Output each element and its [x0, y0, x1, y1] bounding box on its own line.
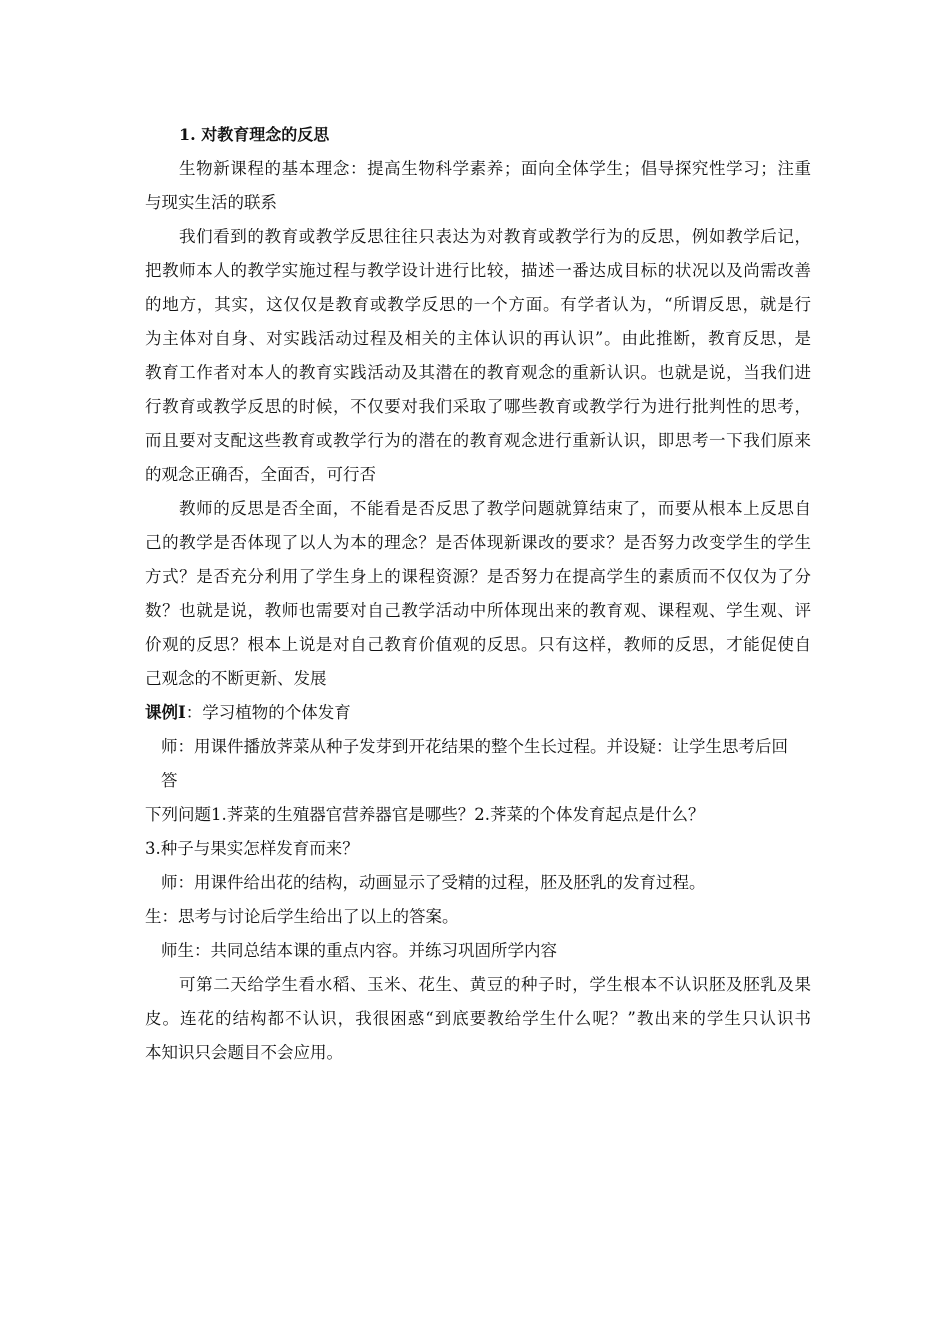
- case-label: 课例Ⅰ: [145, 703, 186, 722]
- paragraph-line: 与现实生活的联系: [145, 193, 277, 212]
- question-line: 下列问题1.荠菜的生殖器官营养器官是哪些？2.荠菜的个体发育起点是什么？: [145, 805, 705, 824]
- paragraph-line: 的观念正确否，全面否，可行否: [145, 465, 376, 484]
- paragraph-line: 数？也就是说，教师也需要对自己教学活动中所体现出来的教育观、课程观、学生观、评: [145, 601, 811, 620]
- document-page: [145, 118, 811, 1070]
- paragraph-line: 生物新课程的基本理念：提高生物科学素养；面向全体学生；倡导探究性学习；注重: [179, 159, 811, 178]
- paragraph-line: 可第二天给学生看水稻、玉米、花生、黄豆的种子时，学生根本不认识胚及胚乳及果: [179, 975, 811, 994]
- dialogue-line: 师：用课件给出花的结构，动画显示了受精的过程，胚及胚乳的发育过程。: [161, 873, 706, 892]
- paragraph-line: 为主体对自身、对实践活动过程及相关的主体认识的再认识”。由此推断，教育反思，是: [145, 329, 811, 348]
- paragraph-line: 的地方，其实，这仅仅是教育或教学反思的一个方面。有学者认为，“所谓反思，就是行: [145, 295, 811, 314]
- paragraph-line: 价观的反思？根本上说是对自己教育价值观的反思。只有这样，教师的反思，才能促使自: [145, 635, 811, 654]
- paragraph-line: 而且要对支配这些教育或教学行为的潜在的教育观念进行重新认识，即思考一下我们原来: [145, 431, 811, 450]
- dialogue-line: 生：思考与讨论后学生给出了以上的答案。: [145, 907, 459, 926]
- question-line: 3.种子与果实怎样发育而来？: [145, 839, 359, 858]
- paragraph-line: 己观念的不断更新、发展: [145, 669, 327, 688]
- paragraph-line: 我们看到的教育或教学反思往往只表达为对教育或教学行为的反思，例如教学后记，: [179, 227, 811, 246]
- section-heading: 1. 对教育理念的反思: [179, 125, 330, 144]
- dialogue-line: 师生：共同总结本课的重点内容。并练习巩固所学内容: [161, 941, 557, 960]
- case-title-text: ：学习植物的个体发育: [185, 703, 351, 722]
- paragraph-line: 教师的反思是否全面，不能看是否反思了教学问题就算结束了，而要从根本上反思自: [179, 499, 811, 518]
- paragraph-line: 教育工作者对本人的教育实践活动及其潜在的教育观念的重新认识。也就是说，当我们进: [145, 363, 811, 382]
- paragraph-line: 把教师本人的教学实施过程与教学设计进行比较，描述一番达成目标的状况以及尚需改善: [145, 261, 811, 280]
- paragraph-line: 己的教学是否体现了以人为本的理念？是否体现新课改的要求？是否努力改变学生的学生: [145, 533, 811, 552]
- paragraph-line: 方式？是否充分利用了学生身上的课程资源？是否努力在提高学生的素质而不仅仅为了分: [145, 567, 811, 586]
- dialogue-line: 答: [161, 771, 178, 790]
- dialogue-line: 师：用课件播放荠菜从种子发芽到开花结果的整个生长过程。并设疑：让学生思考后回: [161, 737, 788, 756]
- paragraph-line: 本知识只会题目不会应用。: [145, 1043, 343, 1062]
- paragraph-line: 行教育或教学反思的时候，不仅要对我们采取了哪些教育或教学行为进行批判性的思考，: [145, 397, 811, 416]
- case-title: [145, 696, 811, 730]
- paragraph-line: 皮。连花的结构都不认识，我很困惑“到底要教给学生什么呢？”教出来的学生只认识书: [145, 1009, 811, 1028]
